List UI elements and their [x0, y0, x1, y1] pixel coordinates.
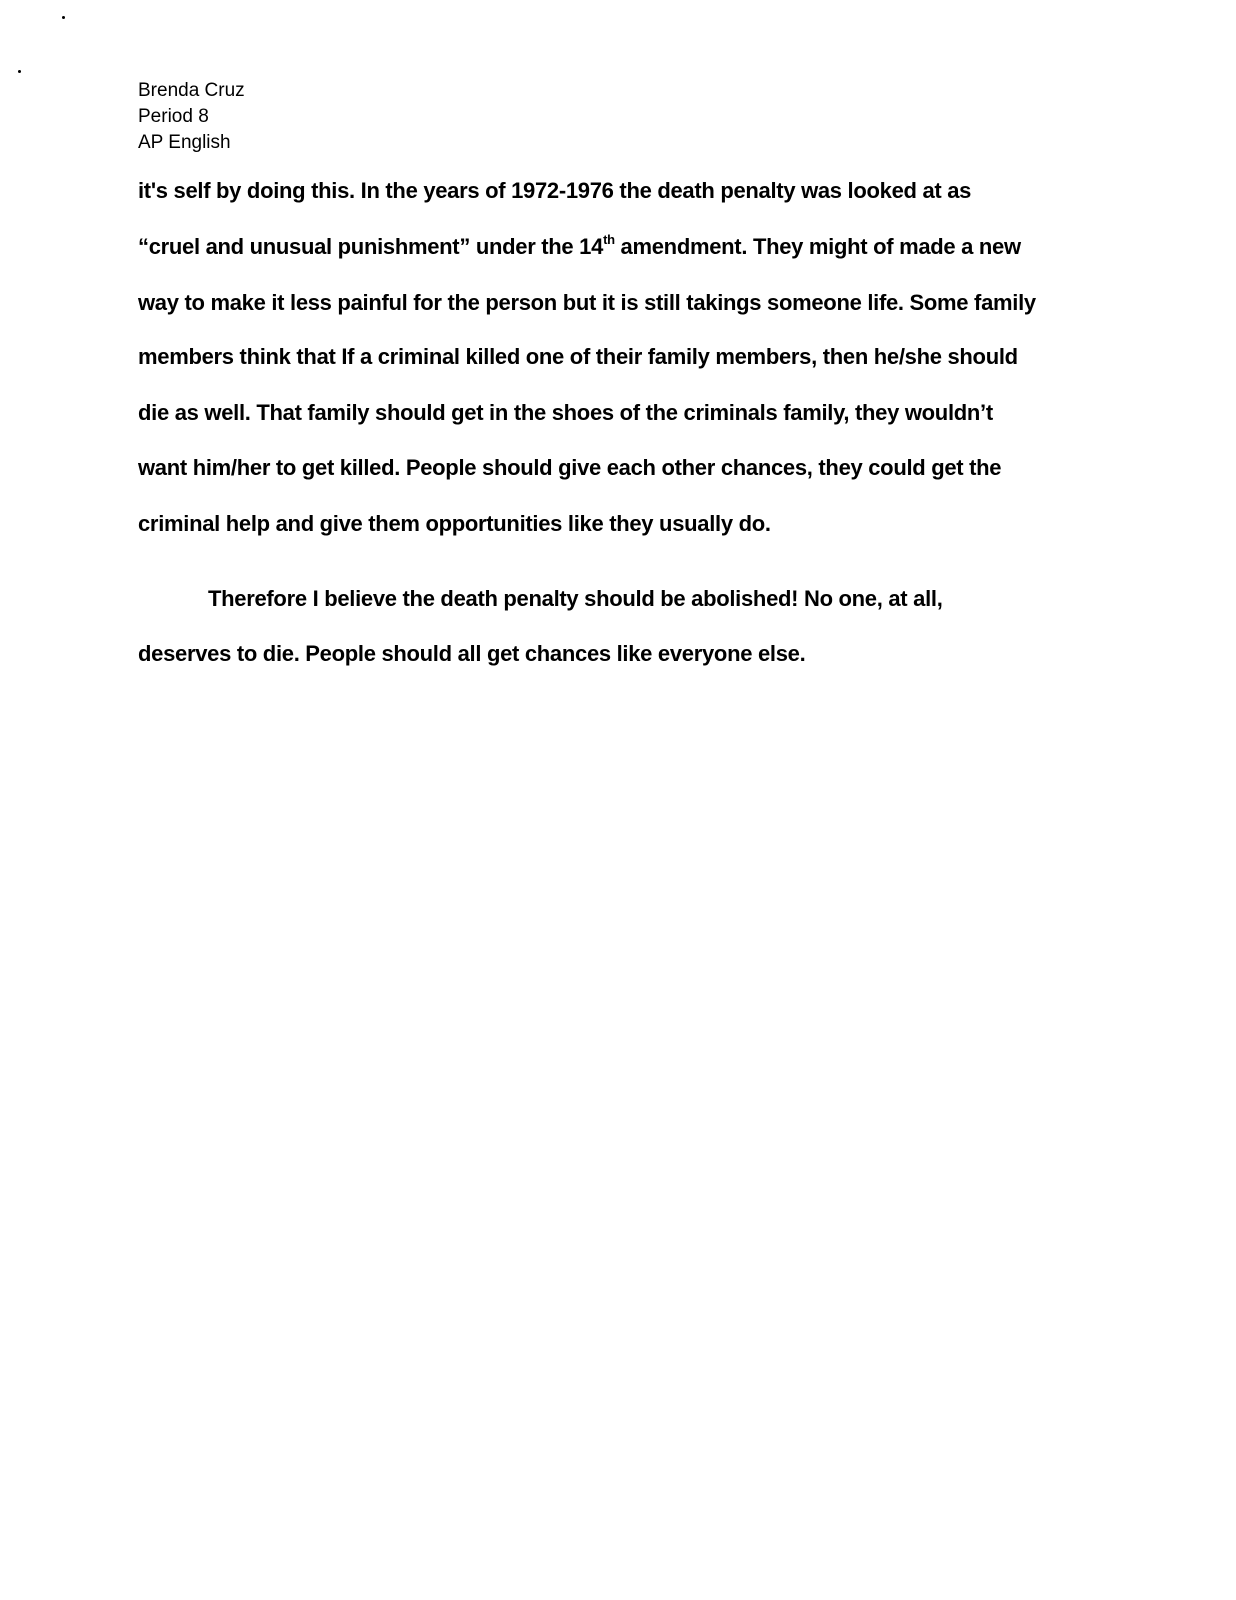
scan-speck [62, 16, 65, 19]
line-text: amendment. They might of made a new [614, 234, 1021, 259]
conclusion-line: Therefore I believe the death penalty should be abolished! No one, at all, [208, 586, 943, 611]
paragraph-line: die as well. That family should get in the shoes of the criminals family, they wouldn’t [138, 400, 993, 425]
scan-speck [18, 70, 21, 73]
class-period: Period 8 [138, 106, 209, 127]
paragraph-line: way to make it less painful for the person but it is still takings someone life. Some family [138, 290, 1036, 315]
line-text: “cruel and unusual punishment” under the 14 [138, 234, 604, 259]
student-header [138, 78, 245, 156]
paragraph-line: criminal help and give them opportunities like they usually do. [138, 511, 771, 536]
paragraph-line [138, 232, 1021, 265]
superscript-th: th [603, 232, 615, 247]
paragraph-line: want him/her to get killed. People should give each other chances, they could get the [138, 455, 1002, 480]
paragraph-line: it's self by doing this. In the years of 1972-1976 the death penalty was looked at as [138, 178, 972, 203]
student-name: Brenda Cruz [138, 80, 245, 101]
paragraph-line: members think that If a criminal killed one of their family members, then he/she should [138, 344, 1018, 369]
conclusion-line: deserves to die. People should all get chances like everyone else. [138, 641, 806, 666]
course-name: AP English [138, 132, 231, 153]
